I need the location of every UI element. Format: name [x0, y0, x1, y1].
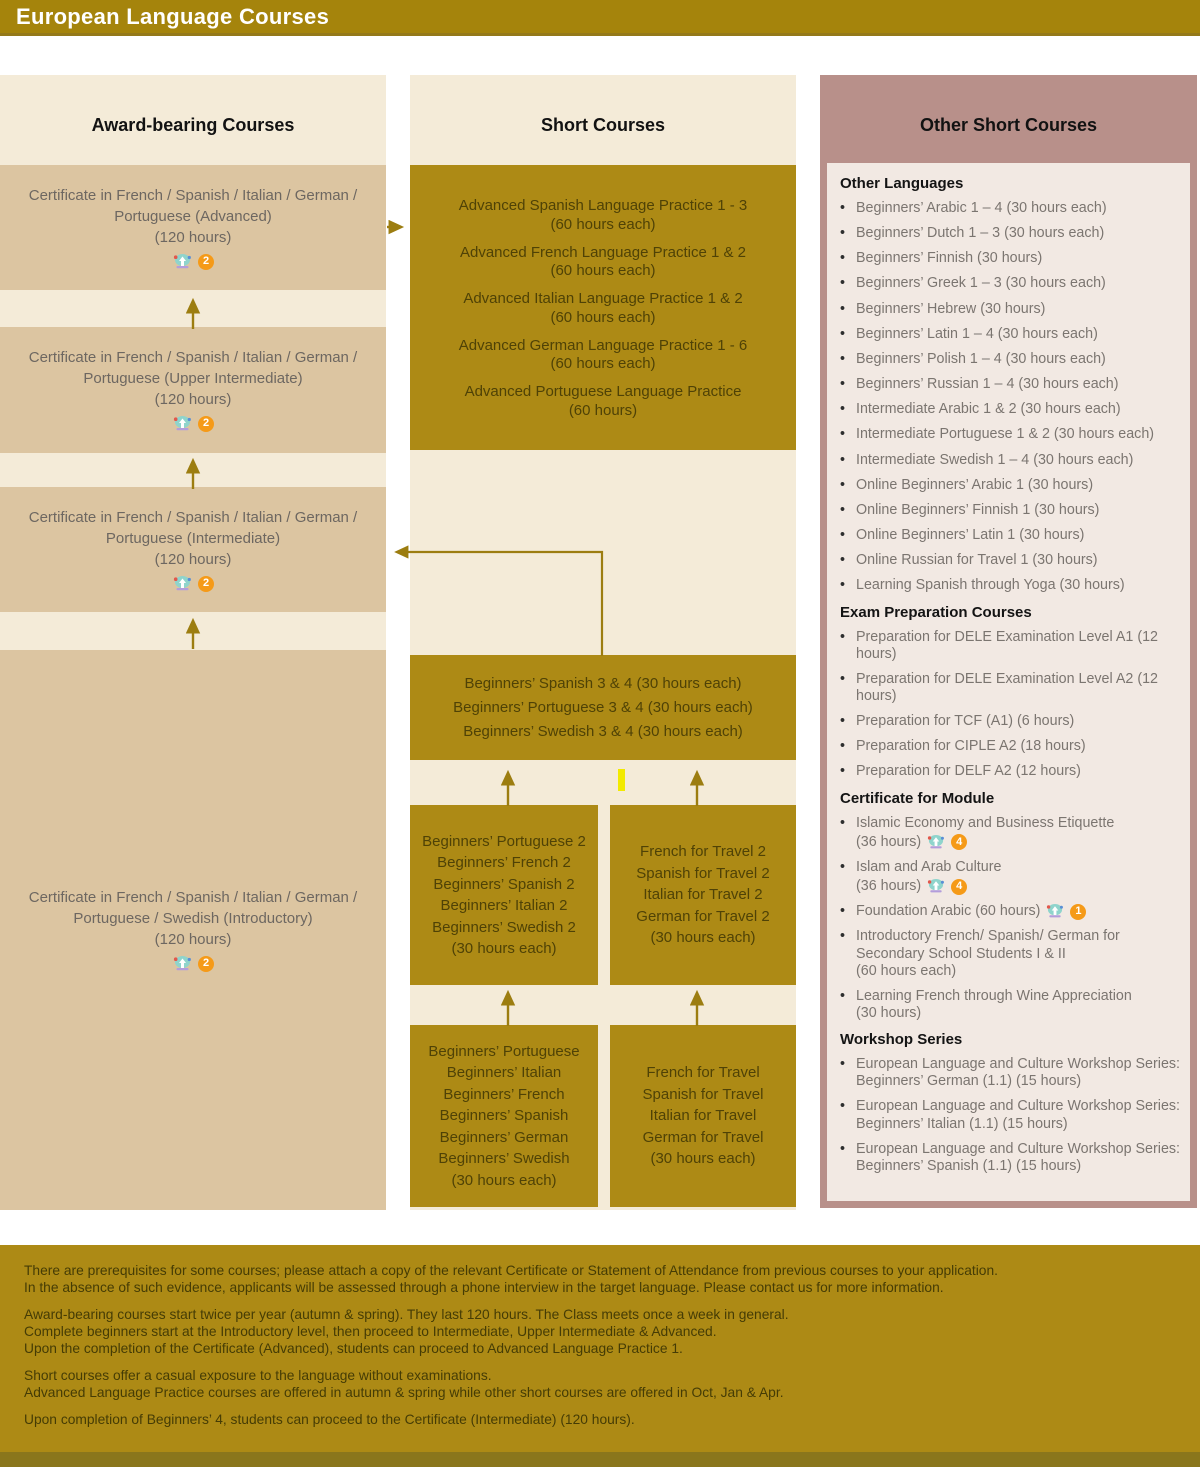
certificate-hours: (120 hours): [154, 228, 232, 246]
certificate-title: Certificate in French / Spanish / Italian / German / Portuguese (Advanced): [28, 186, 358, 225]
section-heading: Exam Preparation Courses: [840, 603, 1032, 621]
course-label: Intermediate Arabic 1 & 2 (30 hours each): [856, 401, 1121, 418]
bullet-icon: [840, 527, 856, 544]
institution-icon: [172, 415, 193, 433]
list-item: [840, 928, 1184, 979]
list-item: [840, 326, 1184, 343]
bullet-icon: [840, 988, 856, 1022]
level-badge: 2: [198, 254, 214, 270]
course-hours: (30 hours): [856, 1005, 922, 1021]
course-line: German for Travel 2: [636, 907, 770, 925]
travel-2-box: [610, 805, 796, 985]
list-item: [840, 452, 1184, 469]
certificate-upper-intermediate-box: [0, 327, 386, 453]
bullet-icon: [840, 301, 856, 318]
course-line: Spanish for Travel 2: [636, 864, 770, 882]
footnote-line: Advanced Language Practice courses are offered in autumn & spring while other short courses are offered in Oct, Jan & Apr.: [24, 1385, 784, 1400]
course-label: Online Russian for Travel 1 (30 hours): [856, 552, 1098, 569]
bullet-icon: [840, 577, 856, 594]
section-heading: Other Languages: [840, 175, 964, 192]
course-label: Preparation for DELE Examination Level A2 (12 hours): [856, 670, 1158, 704]
course-label: Introductory French/ Spanish/ German for Secondary School Students I & II: [856, 928, 1120, 962]
level-badge: 1: [1070, 904, 1086, 920]
list-item: [840, 763, 1184, 780]
level-badge: 2: [198, 576, 214, 592]
bullet-icon: [840, 225, 856, 242]
beginners-1-box: [410, 1025, 598, 1207]
course-label: Islam and Arab Culture: [856, 858, 1002, 875]
course-label: European Language and Culture Workshop Series: Beginners’ Italian (1.1) (15 hours): [856, 1098, 1181, 1132]
list-item: [840, 401, 1184, 418]
column-title-short: Short Courses: [540, 115, 666, 135]
certificate-title: Certificate in French / Spanish / Italian / German / Portuguese / Swedish (Introductory): [28, 889, 358, 927]
bullet-icon: [840, 629, 856, 663]
footnote-line: In the absence of such evidence, applicants will be assessed through a phone interview in the target language. Please contact us for more information.: [24, 1280, 944, 1295]
course-label: European Language and Culture Workshop Series: Beginners’ Spanish (1.1) (15 hours): [856, 1140, 1181, 1174]
list-item: [840, 903, 1184, 920]
footnote-line: Complete beginners start at the Introductory level, then proceed to Intermediate, Upper Intermediate & Advanced.: [24, 1324, 717, 1339]
bullet-icon: [840, 326, 856, 343]
course-label: Online Beginners’ Arabic 1 (30 hours): [856, 476, 1094, 493]
course-label: Online Beginners’ Finnish 1 (30 hours): [856, 501, 1100, 518]
course-label: Beginners’ Polish 1 – 4 (30 hours each): [856, 350, 1106, 367]
course-label: Beginners’ Finnish (30 hours): [856, 250, 1043, 267]
course-label: Beginners’ Dutch 1 – 3 (30 hours each): [856, 225, 1105, 242]
list-item: [840, 859, 1184, 895]
header-bar: [0, 0, 1200, 36]
certificate-hours: (120 hours): [154, 550, 232, 568]
course-line: Beginners’ German: [439, 1128, 569, 1146]
bullet-icon: [840, 452, 856, 469]
advanced-practice-box: [410, 165, 796, 450]
course-label: Beginners’ Greek 1 – 3 (30 hours each): [856, 275, 1106, 292]
course-line: German for Travel: [642, 1128, 764, 1146]
list-item: [840, 577, 1184, 594]
course-label: Preparation for TCF (A1) (6 hours): [856, 713, 1075, 730]
footnote-line: Award-bearing courses start twice per year (autumn & spring). They last 120 hours. The Class meets once a week in general.: [24, 1307, 789, 1322]
list-item: [840, 1141, 1184, 1175]
footnote-line: There are prerequisites for some courses; please attach a copy of the relevant Certificate or Statement of Attendance from previous courses to your application.: [24, 1263, 998, 1278]
bullet-icon: [840, 671, 856, 705]
bullet-icon: [840, 552, 856, 569]
level-badge: 2: [198, 956, 214, 972]
list-item: [840, 629, 1184, 663]
course-entry: Advanced Portuguese Language Practice (60 hours): [464, 383, 742, 419]
page-title: European Language Courses: [16, 3, 330, 29]
list-item: [840, 527, 1184, 544]
bullet-icon: [840, 250, 856, 267]
course-entry: Advanced Italian Language Practice 1 & 2 (60 hours each): [463, 290, 743, 326]
bullet-icon: [840, 351, 856, 368]
course-line: Beginners’ Swedish 3 & 4 (30 hours each): [463, 723, 743, 740]
footnotes: [0, 1245, 1200, 1452]
bullet-icon: [840, 426, 856, 443]
highlight-mark: [618, 769, 625, 791]
course-line: Italian for Travel: [649, 1107, 757, 1125]
course-line: Beginners’ Spanish: [439, 1107, 569, 1125]
course-line: (30 hours each): [451, 1171, 557, 1189]
course-line: Beginners’ French: [443, 1085, 565, 1103]
bullet-icon: [840, 903, 856, 920]
footnote-line: Upon completion of Beginners’ 4, students can proceed to the Certificate (Intermediate) (120 hours).: [24, 1412, 635, 1427]
list-item: [840, 376, 1184, 393]
course-hours: (60 hours each): [856, 962, 957, 979]
beginners-2-box: [410, 805, 598, 985]
course-label: Online Beginners’ Latin 1 (30 hours): [856, 527, 1085, 544]
course-line: Beginners’ Portuguese 2: [422, 832, 586, 850]
certificate-title: Certificate in French / Spanish / Italian / German / Portuguese (Upper Intermediate): [28, 349, 358, 387]
beginners-3-4-box: [410, 655, 796, 760]
section-heading: Workshop Series: [840, 1031, 963, 1049]
level-badge: 2: [198, 416, 214, 432]
institution-icon: [1045, 903, 1065, 920]
list-item: [840, 301, 1184, 318]
course-label: Beginners’ Latin 1 – 4 (30 hours each): [856, 325, 1098, 342]
course-entry: Advanced German Language Practice 1 - 6 (60 hours each): [458, 336, 748, 373]
bullet-icon: [840, 763, 856, 780]
course-line: Beginners’ Swedish 2: [432, 918, 576, 936]
course-hours: (36 hours): [856, 878, 922, 895]
list-item: [840, 713, 1184, 730]
course-label: Intermediate Swedish 1 – 4 (30 hours each): [856, 451, 1134, 468]
list-item: [840, 671, 1184, 705]
list-item: [840, 225, 1184, 242]
course-label: Preparation for DELF A2 (12 hours): [856, 763, 1081, 780]
certificate-hours: (120 hours): [154, 931, 232, 948]
bullet-icon: [840, 376, 856, 393]
bullet-icon: [840, 1098, 856, 1132]
course-line: Beginners’ French 2: [437, 854, 571, 871]
institution-icon: [926, 878, 946, 895]
section-heading: Certificate for Module: [840, 789, 995, 807]
footnote-line: Short courses offer a casual exposure to the language without examinations.: [24, 1368, 492, 1383]
column-title-award: Award-bearing Courses: [91, 115, 295, 135]
list-item: [840, 250, 1184, 267]
footer-strip: [0, 1452, 1200, 1467]
column-title-other: Other Short Courses: [919, 115, 1098, 135]
other-courses-panel: [827, 163, 1190, 1201]
bullet-icon: [840, 1056, 856, 1090]
list-item: [840, 988, 1184, 1022]
course-label: Intermediate Portuguese 1 & 2 (30 hours each): [856, 426, 1155, 443]
course-line: (30 hours each): [451, 940, 557, 957]
course-line: Spanish for Travel: [642, 1085, 764, 1103]
course-line: Beginners’ Italian 2: [440, 897, 568, 914]
level-badge: 4: [951, 879, 967, 895]
course-line: Beginners’ Swedish: [438, 1150, 570, 1168]
certificate-intermediate-box: [0, 487, 386, 612]
list-item: [840, 815, 1184, 851]
bullet-icon: [840, 713, 856, 730]
footnote-paragraph: [24, 1411, 1170, 1428]
bullet-icon: [840, 200, 856, 217]
travel-1-box: [610, 1025, 796, 1207]
course-line: Beginners’ Portuguese: [428, 1042, 580, 1060]
list-item: [840, 351, 1184, 368]
certificate-hours: (120 hours): [154, 391, 232, 408]
course-label: Beginners’ Arabic 1 – 4 (30 hours each): [856, 200, 1107, 216]
course-entry: Advanced French Language Practice 1 & 2 (60 hours each): [459, 243, 747, 280]
list-item: [840, 502, 1184, 519]
institution-icon: [926, 834, 946, 851]
list-item: [840, 200, 1184, 217]
course-label: Islamic Economy and Business Etiquette: [856, 814, 1115, 831]
course-line: Beginners’ Italian: [446, 1064, 562, 1082]
list-item: [840, 552, 1184, 569]
course-label: Beginners’ Russian 1 – 4 (30 hours each): [856, 376, 1119, 393]
footnote-line: Upon the completion of the Certificate (Advanced), students can proceed to Advanced Language Practice 1.: [24, 1341, 683, 1356]
course-line: Beginners’ Portuguese 3 & 4 (30 hours each): [453, 699, 753, 716]
list-item: [840, 738, 1184, 755]
bullet-icon: [840, 928, 856, 979]
list-item: [840, 1056, 1184, 1090]
course-line: Beginners’ Spanish 2: [433, 875, 575, 893]
institution-icon: [172, 955, 193, 973]
footnote-paragraph: [24, 1306, 1170, 1357]
course-line: (30 hours each): [650, 929, 756, 947]
course-line: Italian for Travel 2: [643, 886, 763, 904]
course-label: Learning Spanish through Yoga (30 hours): [856, 577, 1125, 594]
bullet-icon: [840, 738, 856, 755]
course-label: Beginners’ Hebrew (30 hours): [856, 300, 1046, 317]
course-line: French for Travel 2: [640, 843, 766, 861]
bullet-icon: [840, 401, 856, 418]
bullet-icon: [840, 859, 856, 895]
course-label: European Language and Culture Workshop Series: Beginners’ German (1.1) (15 hours): [856, 1056, 1181, 1090]
bullet-icon: [840, 502, 856, 519]
institution-icon: [172, 575, 193, 593]
course-hours: (36 hours): [856, 833, 922, 850]
list-item: [840, 426, 1184, 443]
institution-icon: [172, 253, 193, 271]
course-label: Preparation for CIPLE A2 (18 hours): [856, 738, 1086, 755]
list-item: [840, 275, 1184, 292]
bullet-icon: [840, 477, 856, 494]
certificate-title: Certificate in French / Spanish / Italian / German / Portuguese (Intermediate): [28, 508, 358, 547]
course-line: (30 hours each): [650, 1150, 756, 1168]
bullet-icon: [840, 1141, 856, 1175]
certificate-introductory-box: [0, 650, 386, 1210]
level-badge: 4: [951, 834, 967, 850]
certificate-advanced-box: [0, 165, 386, 290]
course-entry: Advanced Spanish Language Practice 1 - 3 (60 hours each): [458, 197, 748, 233]
footnote-paragraph: [24, 1367, 1170, 1401]
course-label: Foundation Arabic (60 hours): [856, 903, 1041, 920]
course-label: Preparation for DELE Examination Level A1 (12 hours): [856, 628, 1158, 662]
footnote-paragraph: [24, 1262, 1170, 1296]
bullet-icon: [840, 275, 856, 292]
course-line: French for Travel: [646, 1064, 760, 1082]
bullet-icon: [840, 815, 856, 851]
list-item: [840, 1098, 1184, 1132]
course-line: Beginners’ Spanish 3 & 4 (30 hours each): [464, 675, 742, 692]
list-item: [840, 477, 1184, 494]
course-label: Learning French through Wine Appreciation: [856, 987, 1132, 1004]
